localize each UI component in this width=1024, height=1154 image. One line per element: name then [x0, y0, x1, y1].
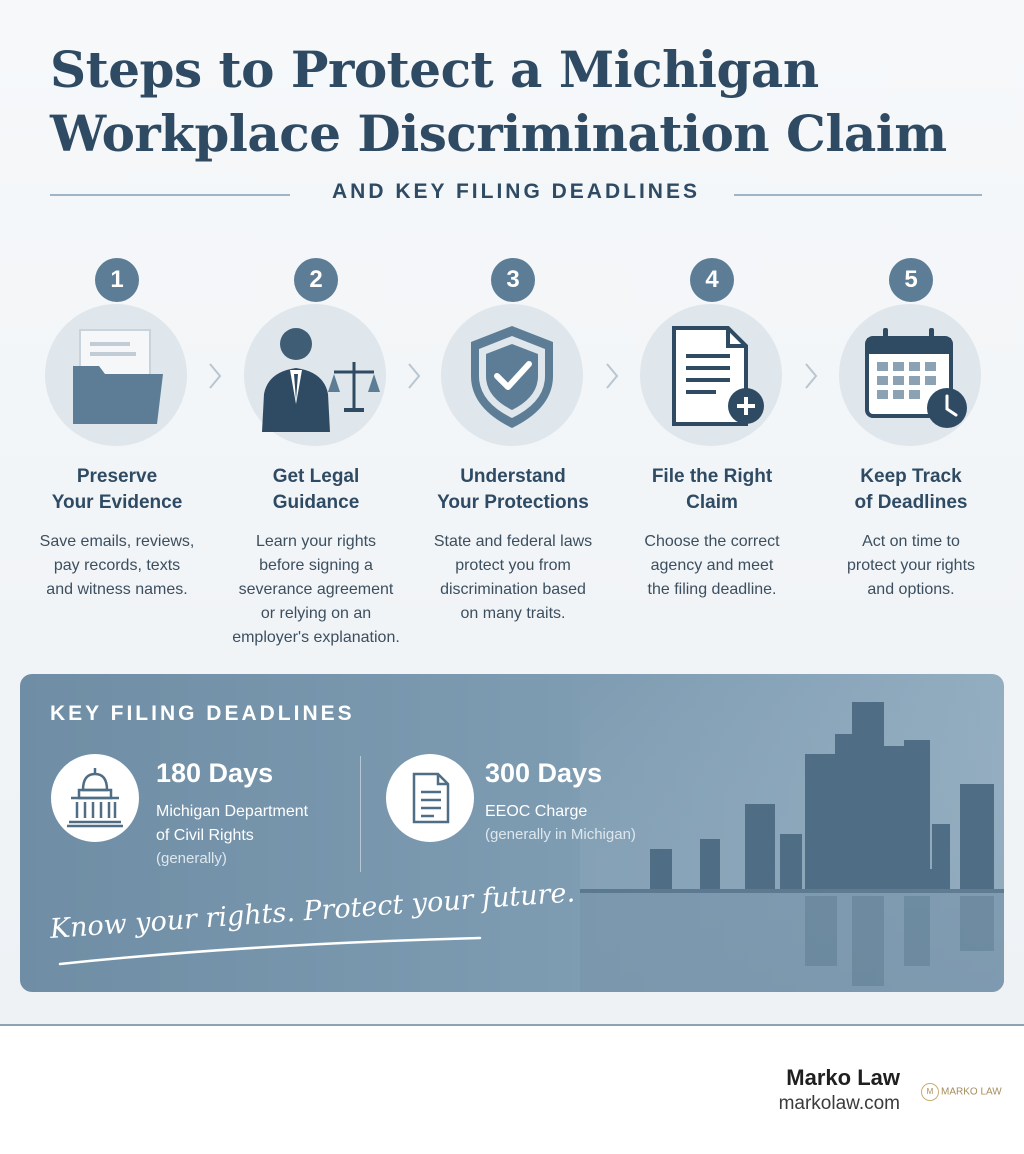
step-title-line: Your Evidence [51, 492, 183, 513]
step-title-line: Your Protections [437, 492, 589, 513]
step-desc-line: Learn your rights [255, 533, 377, 550]
marko-law-logo [921, 1083, 1011, 1103]
folder-document-icon [45, 304, 187, 446]
step-title-line: File the Right [651, 466, 773, 487]
step-desc-line: before signing a [259, 557, 373, 574]
subtitle: AND KEY FILING DEADLINES [332, 180, 700, 203]
deadline-label-line: of Civil Rights [156, 827, 254, 844]
document-plus-icon [640, 304, 782, 446]
subtitle-row [50, 176, 982, 212]
step-number: 1 [95, 258, 139, 302]
brand-name: Marko Law [786, 1065, 900, 1090]
step-title-line: Get Legal [272, 466, 360, 487]
capitol-building-icon [51, 754, 139, 842]
deadlines-divider [360, 756, 361, 872]
footer-brand [779, 1064, 900, 1116]
step-icon-circle [441, 304, 583, 446]
step-desc-line: discrimination based [440, 581, 586, 598]
step-number: 2 [294, 258, 338, 302]
step-title-line: of Deadlines [854, 492, 968, 513]
deadline-days: 180 Days [156, 758, 274, 788]
deadline-note: (generally) [156, 850, 227, 867]
deadlines-panel [20, 674, 1004, 992]
step-title-line: Understand [460, 466, 566, 487]
step-number: 4 [690, 258, 734, 302]
step-title [219, 464, 413, 516]
step-icon-circle [640, 304, 782, 446]
step-desc-line: the filing deadline. [647, 581, 777, 598]
step-title-line: Guidance [272, 492, 360, 513]
title-line-1: Steps to Protect a Michigan [50, 40, 819, 99]
step-desc-line: protect you from [455, 557, 571, 574]
step-title [615, 464, 809, 516]
step-title [416, 464, 610, 516]
step-1 [20, 258, 210, 658]
step-title [20, 464, 214, 516]
deadlines-heading: KEY FILING DEADLINES [50, 702, 355, 725]
step-desc-line: Choose the correct [644, 533, 780, 550]
detroit-skyline-image [580, 674, 1004, 992]
logo-mark: M [921, 1083, 939, 1101]
tagline: Know your rights. Protect your future. [48, 877, 576, 945]
step-description [408, 530, 618, 626]
step-4 [615, 258, 805, 658]
deadline-icon-circle [51, 754, 139, 842]
step-desc-line: agency and meet [650, 557, 774, 574]
step-3 [416, 258, 606, 658]
step-icon-circle [45, 304, 187, 446]
step-description [607, 530, 817, 602]
step-number: 5 [889, 258, 933, 302]
deadline-note: (generally in Michigan) [485, 826, 636, 843]
logo-text: MARKO LAW [941, 1086, 1002, 1098]
step-desc-line: severance agreement [238, 581, 394, 598]
deadline-icon-circle [386, 754, 474, 842]
footer-divider [0, 1024, 1024, 1026]
deadline-label [485, 800, 685, 824]
page-title [50, 38, 990, 166]
step-2 [219, 258, 409, 658]
step-title-line: Claim [686, 492, 738, 513]
document-icon [386, 754, 474, 842]
step-icon-circle [839, 304, 981, 446]
step-desc-line: Save emails, reviews, [39, 533, 195, 550]
deadline-label [156, 800, 356, 848]
deadline-label-line: EEOC Charge [485, 803, 588, 820]
step-title [814, 464, 1008, 516]
step-desc-line: State and federal laws [433, 533, 593, 550]
step-desc-line: Act on time to [862, 533, 960, 550]
step-title-line: Keep Track [860, 466, 962, 487]
step-desc-line: employer's explanation. [232, 629, 400, 646]
lawyer-scales-icon [244, 304, 386, 446]
step-desc-line: protect your rights [846, 557, 976, 574]
deadline-label-line: Michigan Department [156, 803, 309, 820]
step-desc-line: and options. [867, 581, 955, 598]
step-description [211, 530, 421, 650]
step-description [12, 530, 222, 602]
step-desc-line: pay records, texts [53, 557, 181, 574]
step-5 [814, 258, 1004, 658]
step-number: 3 [491, 258, 535, 302]
subtitle-rule-right [734, 194, 982, 196]
calendar-clock-icon [839, 304, 981, 446]
deadline-days: 300 Days [485, 758, 603, 788]
brand-url[interactable]: markolaw.com [778, 1093, 900, 1114]
title-line-2: Workplace Discrimination Claim [50, 104, 947, 163]
step-desc-line: or relying on an [260, 605, 372, 622]
step-desc-line: on many traits. [460, 605, 566, 622]
tagline-underline [50, 934, 490, 974]
step-title-line: Preserve [76, 466, 158, 487]
step-desc-line: and witness names. [46, 581, 188, 598]
step-description [806, 530, 1016, 602]
step-icon-circle [244, 304, 386, 446]
shield-check-icon [441, 304, 583, 446]
